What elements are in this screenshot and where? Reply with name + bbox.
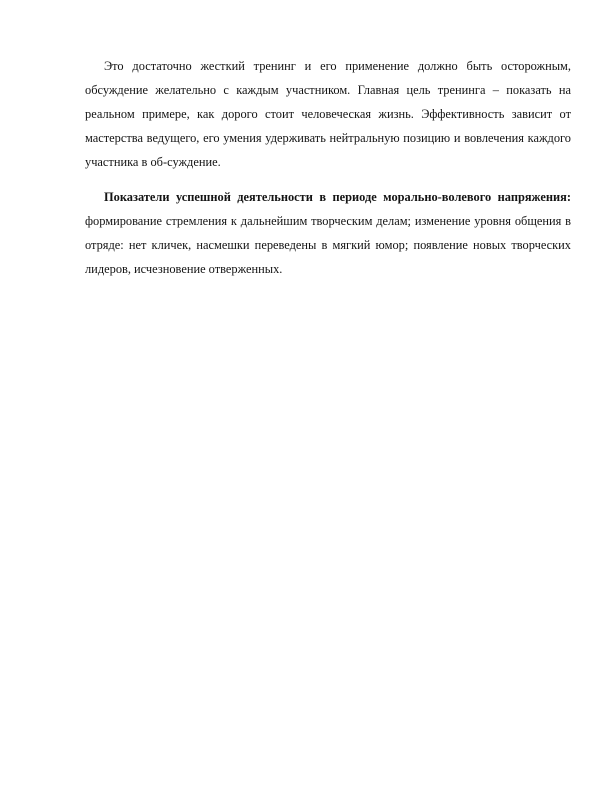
document-body	[85, 54, 571, 281]
paragraph-training-description	[85, 54, 571, 174]
paragraph-bold-lead: Показатели успешной деятельности в периоде морально-волевого напряжения:	[104, 190, 571, 204]
paragraph-success-indicators	[85, 185, 571, 281]
paragraph-text: Это достаточно жесткий тренинг и его применение должно быть осторожным, обсуждение желательно с каждым участником. Главная цель тренинга – показать на реальном примере, как дорого стоит человеческая жизнь. Эффективность зависит от мастерства ведущего, его умения удерживать нейтральную позицию и вовлечения каждого участника в об-суждение.	[85, 59, 571, 169]
paragraph-text: формирование стремления к дальнейшим творческим делам; изменение уровня общения в отряде: нет кличек, насмешки переведены в мягкий юмор; появление новых творческих лидеров, исчезновение отверженных.	[85, 214, 571, 276]
